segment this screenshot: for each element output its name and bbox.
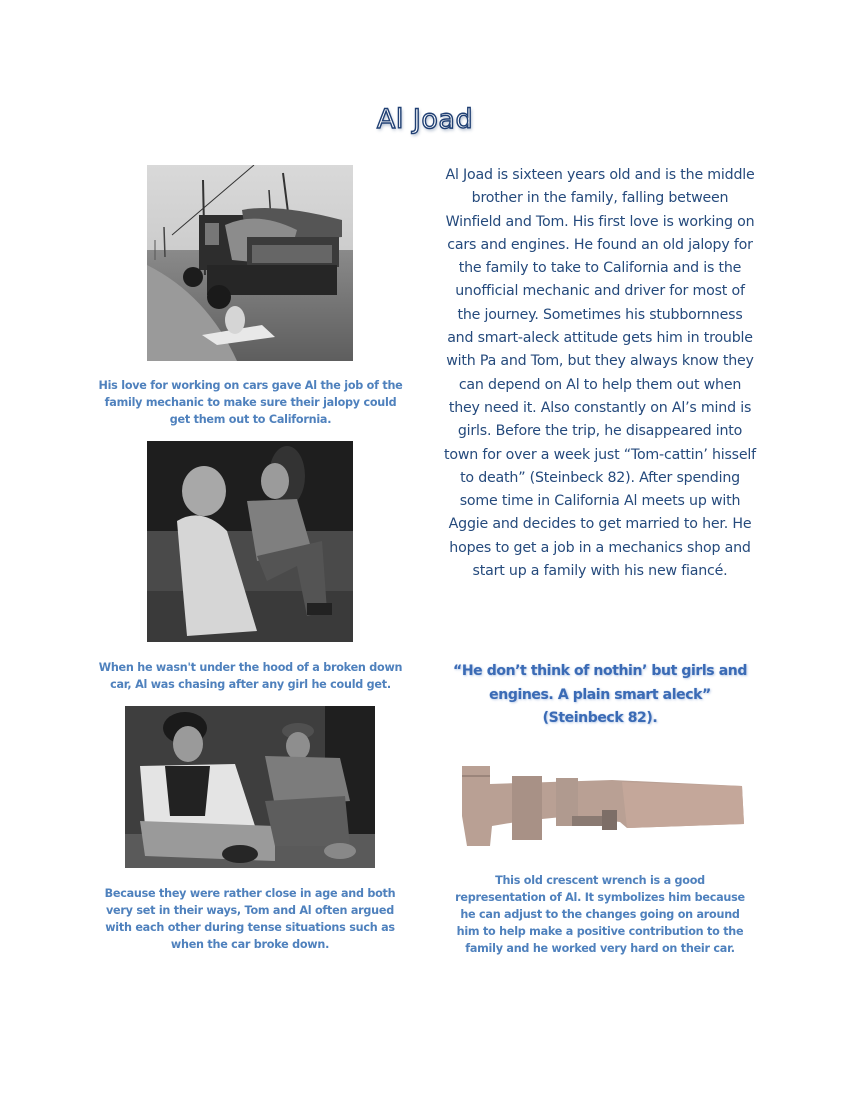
wrench-image	[452, 746, 748, 858]
jalopy-image	[147, 165, 353, 361]
wrench-caption: This old crescent wrench is a good representation of Al. It symbolizes him because he can adjust to the changes going on around him to help make a positive contribution to the family and he worked very hard on their car.	[455, 874, 745, 955]
tom-and-al-image	[125, 706, 375, 868]
tom-and-al-caption: Because they were rather close in age and both very set in their ways, Tom and Al often argued with each other during tense situations such as when the car broke down.	[104, 887, 396, 951]
couple-image	[147, 441, 353, 642]
tom-and-al-photo	[125, 706, 375, 868]
wrench-photo	[452, 746, 748, 858]
jalopy-photo	[147, 165, 353, 361]
steinbeck-quote: “He don’t think of nothin’ but girls and engines. A plain smart aleck” (Steinbeck 82).	[453, 663, 747, 726]
page-title: Al Joad	[376, 104, 474, 135]
couple-caption: When he wasn't under the hood of a broken down car, Al was chasing after any girl he could get.	[98, 661, 403, 691]
jalopy-caption: His love for working on cars gave Al the job of the family mechanic to make sure their jalopy could get them out to California.	[98, 379, 403, 426]
couple-photo	[147, 441, 353, 642]
character-description: Al Joad is sixteen years old and is the middle brother in the family, falling between Winfield and Tom. His first love is working on cars and engines. He found an old jalopy for the family to take to California and is the unofficial mechanic and driver for most of the journey. Sometimes his stubbornness and smart-aleck attitude gets him in trouble with Pa and Tom, but they always know they can depend on Al to help them out when they need it. Also constantly on Al’s mind is girls. Before the trip, he disappeared into town for over a week just “Tom-cattin’ hisself to death” (Steinbeck 82). After spending some time in California Al meets up with Aggie and decides to get married to her. He hopes to get a job in a mechanics shop and start up a family with his new fiancé.	[444, 167, 756, 580]
